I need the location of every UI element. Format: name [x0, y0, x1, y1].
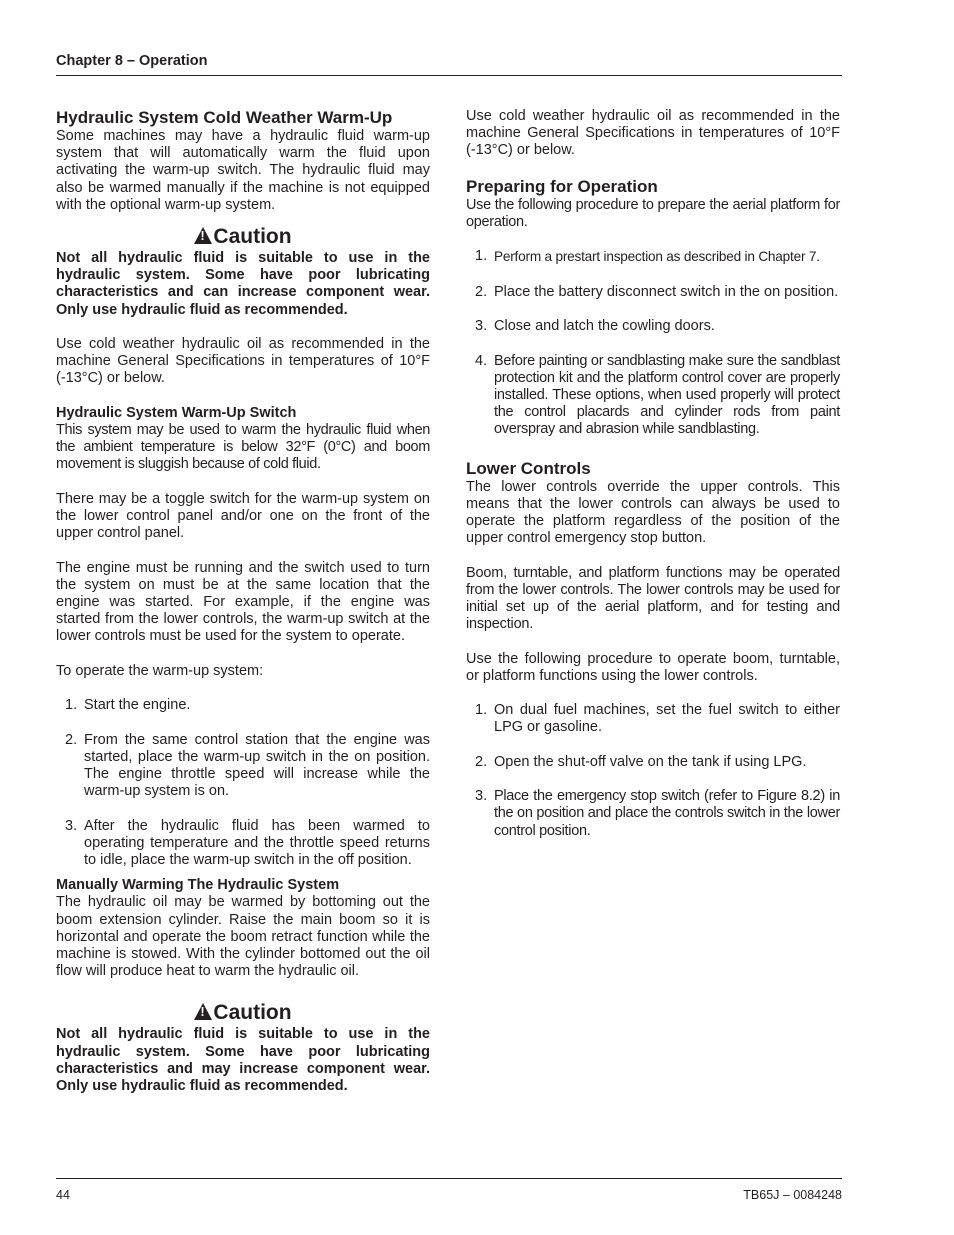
- caution-heading: [56, 224, 430, 250]
- running-footer: [56, 1178, 842, 1202]
- list-item: 2. From the same control station that the engine was started, place the warm-up switch in the on position. The engine throttle speed will increase while the warm-up system is on.: [65, 731, 430, 800]
- paragraph: To operate the warm-up system:: [56, 662, 264, 679]
- paragraph: There may be a toggle switch for the warm-up system on the lower control panel and/or one on the front of the upper control panel.: [56, 490, 430, 542]
- lower-controls-steps-list: [466, 702, 840, 840]
- caution-label: Caution: [213, 225, 292, 249]
- subheading-warm-up-switch: Hydraulic System Warm-Up Switch: [56, 404, 297, 421]
- paragraph: The hydraulic oil may be warmed by bottoming out the boom extension cylinder. Raise the main boom so it is horizontal and operate the boom retract function while the machine is stowed. With the cylinder bottomed out the oil flow will produce heat to warm the hydraulic oil.: [56, 894, 430, 980]
- list-item: 2. Place the battery disconnect switch in the on position.: [475, 283, 839, 300]
- list-item: 3. Place the emergency stop switch (refer to Figure 8.2) in the on position and place the controls switch in the lower control position.: [475, 788, 840, 839]
- section-heading-cold-weather: Hydraulic System Cold Weather Warm-Up: [56, 108, 393, 127]
- paragraph: The lower controls override the upper controls. This means that the lower controls can always be used to operate the platform regardless of the position of the upper control emergency stop button.: [466, 478, 840, 547]
- warning-triangle-icon: [194, 1003, 212, 1020]
- list-item: 1. On dual fuel machines, set the fuel switch to either LPG or gasoline.: [475, 702, 840, 736]
- page-number: 44: [56, 1188, 70, 1202]
- caution-heading: [56, 1000, 430, 1026]
- caution-label: Caution: [213, 1001, 292, 1025]
- list-item: 3. After the hydraulic fluid has been warmed to operating temperature and the throttle speed returns to idle, place the warm-up switch in the off position.: [65, 817, 430, 868]
- paragraph: This system may be used to warm the hydraulic fluid when the ambient temperature is below 32°F (0°C) and boom movement is sluggish because of cold fluid.: [56, 422, 430, 473]
- right-column: [466, 108, 840, 840]
- paragraph: Some machines may have a hydraulic fluid warm-up system that will automatically warm the fluid upon activating the warm-up switch. The hydraulic fluid may also be warmed manually if the machine is not equipped with the optional warm-up system.: [56, 128, 430, 213]
- paragraph: Use cold weather hydraulic oil as recommended in the machine General Specifications in temperatures of 10°F (-13°C) or below.: [466, 108, 840, 159]
- list-item: 1. Perform a prestart inspection as described in Chapter 7.: [475, 248, 820, 265]
- preparing-steps-list: [466, 248, 840, 438]
- warning-triangle-icon: [194, 227, 212, 244]
- list-item: 1. Start the engine.: [65, 697, 191, 714]
- left-column: [56, 108, 430, 1095]
- list-item: 2. Open the shut-off valve on the tank if using LPG.: [475, 753, 807, 770]
- document-id: TB65J – 0084248: [743, 1188, 842, 1202]
- chapter-title: Chapter 8 – Operation: [56, 53, 208, 69]
- paragraph: Use the following procedure to prepare the aerial platform for operation.: [466, 196, 840, 230]
- paragraph: Boom, turntable, and platform functions may be operated from the lower controls. The lower controls may be used for initial set up of the aerial platform, and for testing and inspection.: [466, 564, 840, 633]
- list-item: 3. Close and latch the cowling doors.: [475, 318, 715, 335]
- paragraph: Use cold weather hydraulic oil as recommended in the machine General Specifications in temperatures of 10°F (-13°C) or below.: [56, 336, 430, 387]
- warm-up-steps-list: [56, 697, 430, 869]
- caution-text: Not all hydraulic fluid is suitable to use in the hydraulic system. Some have poor lubricating characteristics and can increase component wear. Only use hydraulic fluid as recommended.: [56, 250, 430, 318]
- subheading-manual-warming: Manually Warming The Hydraulic System: [56, 877, 340, 894]
- paragraph: Use the following procedure to operate boom, turntable, or platform functions using the lower controls.: [466, 650, 840, 684]
- paragraph: The engine must be running and the switch used to turn the system on must be at the same location that the engine was started. For example, if the engine was started from the lower controls, the warm-up switch at the lower controls must be used for the system to operate.: [56, 559, 430, 645]
- section-heading-preparing: Preparing for Operation: [466, 176, 658, 196]
- caution-text: Not all hydraulic fluid is suitable to use in the hydraulic system. Some have poor lubricating characteristics and may increase component wear. Only use hydraulic fluid as recommended.: [56, 1026, 430, 1095]
- running-header: [56, 53, 842, 76]
- section-heading-lower-controls: Lower Controls: [466, 458, 591, 478]
- list-item: 4. Before painting or sandblasting make sure the sandblast protection kit and the platform control cover are properly installed. These options, when used properly will protect the control placards and cylinder rods from paint overspray and abrasion while sandblasting.: [475, 352, 840, 438]
